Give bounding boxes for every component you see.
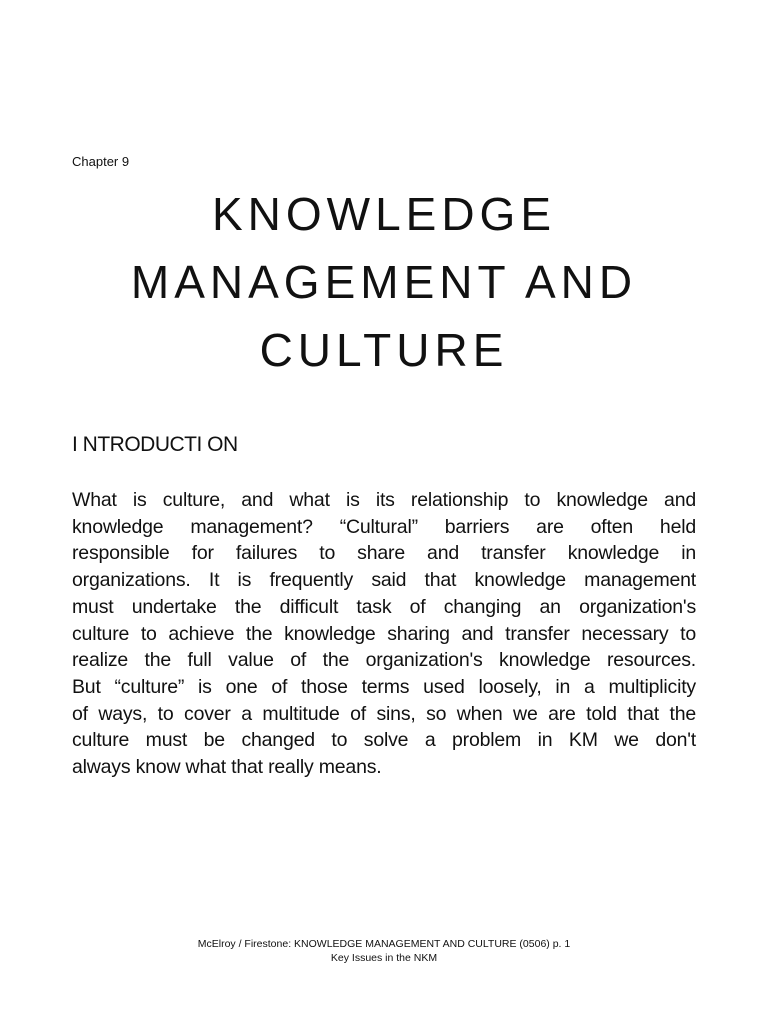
footer-citation: McElroy / Firestone: KNOWLEDGE MANAGEMENT AND CULTURE (0506) p. 1	[197, 938, 571, 950]
title-line: MANAGEMENT AND	[130, 256, 638, 308]
body-line: knowledge management? “Cultural” barriers are often held	[72, 515, 696, 538]
page-footer	[0, 937, 768, 965]
body-paragraph	[72, 487, 696, 781]
body-line: responsible for failures to share and transfer knowledge in	[72, 542, 696, 565]
body-line: But “culture” is one of those terms used loosely, in a multiplicity	[72, 675, 696, 698]
body-line: of ways, to cover a multitude of sins, so when we are told that the	[72, 702, 696, 725]
chapter-label: Chapter 9	[72, 154, 130, 169]
body-line: realize the full value of the organization's knowledge resources.	[72, 649, 696, 672]
body-line: What is culture, and what is its relationship to knowledge and	[72, 489, 696, 511]
body-line: culture must be changed to solve a problem in KM we don't	[72, 729, 696, 752]
body-line: organizations. It is frequently said that knowledge management	[72, 569, 696, 592]
section-heading: I NTRODUCTI ON	[72, 433, 238, 456]
body-line: must undertake the difficult task of changing an organization's	[72, 595, 696, 618]
page-title	[0, 180, 768, 384]
body-line: always know what that really means.	[72, 756, 382, 779]
title-line: KNOWLEDGE	[211, 188, 557, 240]
title-line: CULTURE	[259, 324, 509, 376]
footer-series: Key Issues in the NKM	[330, 952, 438, 964]
body-line: culture to achieve the knowledge sharing and transfer necessary to	[72, 622, 696, 645]
